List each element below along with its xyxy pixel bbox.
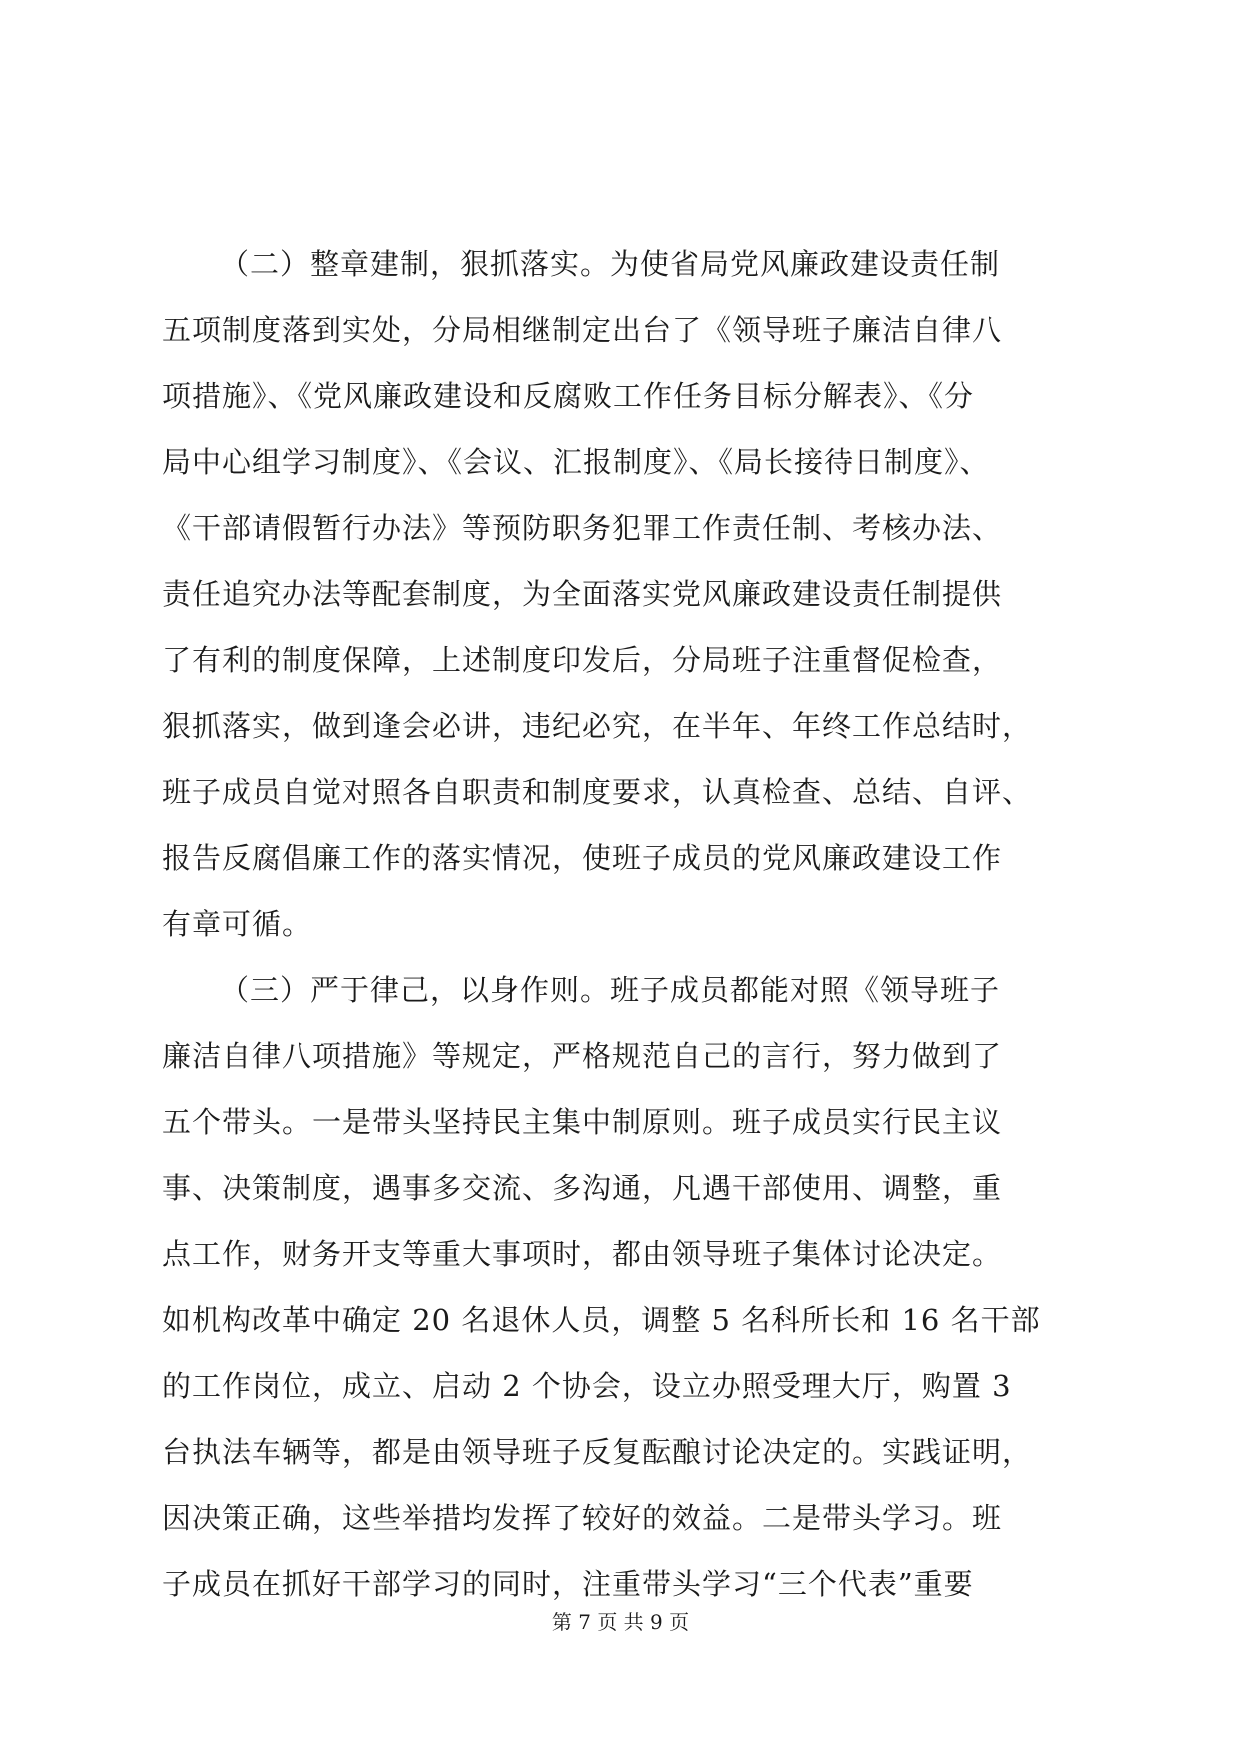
page-number: 第 7 页 共 9 页	[551, 1610, 690, 1634]
text-line: 台执法车辆等，都是由领导班子反复酝酿讨论决定的。实践证明，	[162, 1435, 1033, 1469]
page-footer	[0, 1608, 1241, 1636]
text-line: 如机构改革中确定 20 名退休人员，调整 5 名科所长和 16 名干部	[162, 1303, 1041, 1337]
text-line: 五个带头。一是带头坚持民主集中制原则。班子成员实行民主议	[162, 1105, 1003, 1139]
text-line: 的工作岗位，成立、启动 2 个协会，设立办照受理大厅，购置 3	[162, 1369, 1012, 1403]
text-line: （二）整章建制，狠抓落实。为使省局党风廉政建设责任制	[220, 247, 1001, 281]
text-line: 子成员在抓好干部学习的同时，注重带头学习“三个代表”重要	[162, 1567, 974, 1601]
text-line: 项措施》、《党风廉政建设和反腐败工作任务目标分解表》、《分	[162, 379, 975, 413]
text-line: （三）严于律己，以身作则。班子成员都能对照《领导班子	[220, 973, 1001, 1007]
text-line: 《干部请假暂行办法》等预防职务犯罪工作责任制、考核办法、	[162, 511, 1003, 545]
text-line: 五项制度落到实处，分局相继制定出台了《领导班子廉洁自律八	[162, 313, 1003, 347]
text-line: 报告反腐倡廉工作的落实情况，使班子成员的党风廉政建设工作	[162, 841, 1003, 875]
text-line: 廉洁自律八项措施》等规定，严格规范自己的言行，努力做到了	[162, 1039, 1003, 1073]
text-line: 有章可循。	[162, 907, 313, 941]
text-line: 责任追究办法等配套制度，为全面落实党风廉政建设责任制提供	[162, 577, 1003, 611]
text-line: 了有利的制度保障，上述制度印发后，分局班子注重督促检查，	[162, 643, 1003, 677]
text-line: 点工作，财务开支等重大事项时，都由领导班子集体讨论决定。	[162, 1237, 1003, 1271]
text-line: 因决策正确，这些举措均发挥了较好的效益。二是带头学习。班	[162, 1501, 1003, 1535]
text-line: 局中心组学习制度》、《会议、汇报制度》、《局长接待日制度》、	[162, 445, 990, 479]
text-line: 狠抓落实，做到逢会必讲，违纪必究，在半年、年终工作总结时，	[162, 709, 1033, 743]
text-line: 班子成员自觉对照各自职责和制度要求，认真检查、总结、自评、	[162, 775, 1033, 809]
text-line: 事、决策制度，遇事多交流、多沟通，凡遇干部使用、调整，重	[162, 1171, 1003, 1205]
body-text	[162, 231, 1082, 1617]
